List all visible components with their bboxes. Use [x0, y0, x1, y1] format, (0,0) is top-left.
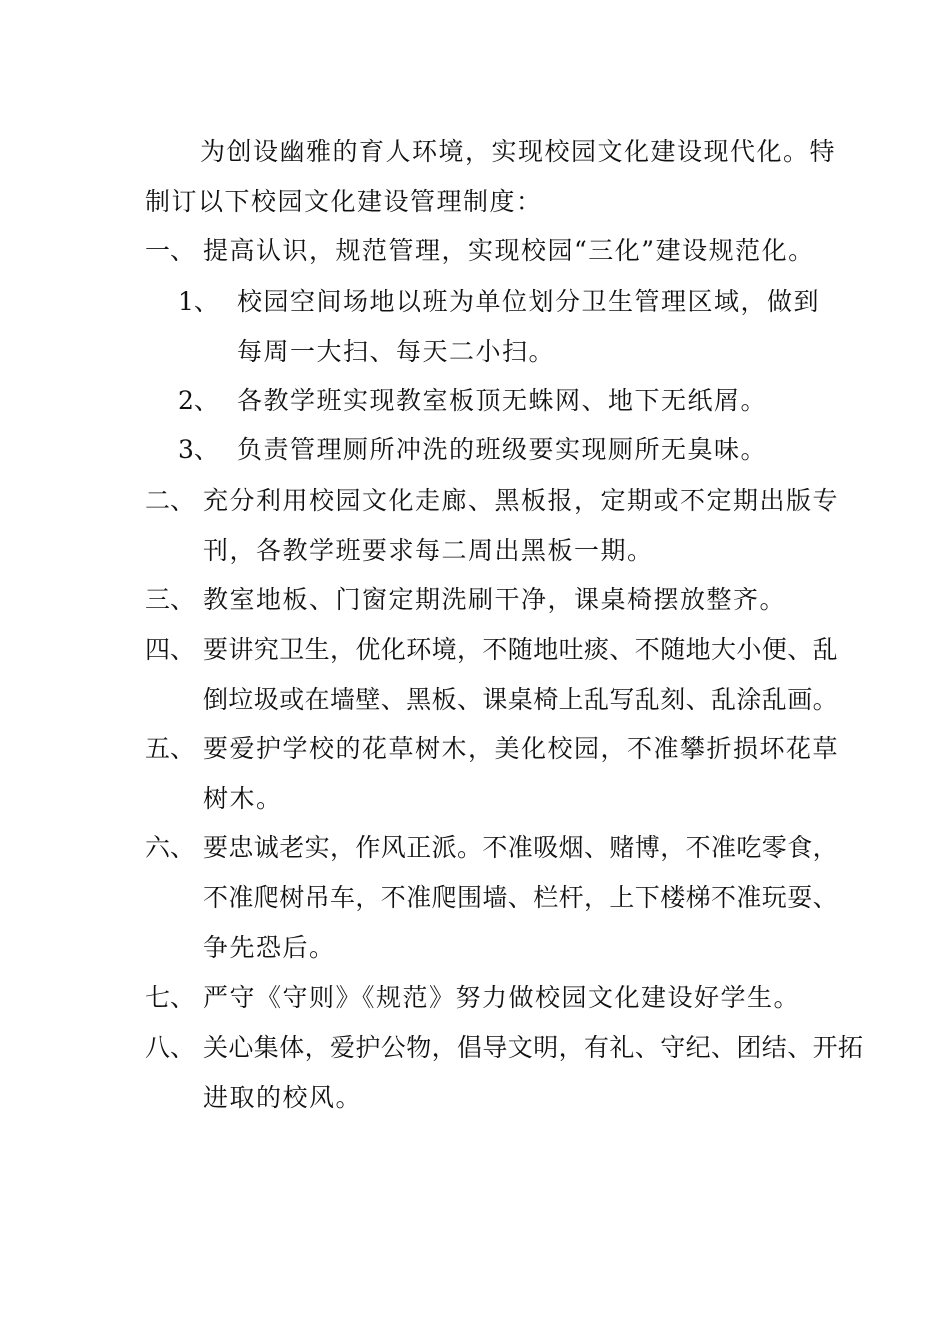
section-marker-3: 三、 — [145, 585, 196, 614]
intro-line-2: 制订以下校园文化建设管理制度： — [145, 187, 543, 216]
section-7-line-1: 严守《守则》《规范》努力做校园文化建设好学生。 — [203, 983, 801, 1012]
section-6-line-3: 争先恐后。 — [203, 933, 336, 962]
section-marker-4: 四、 — [145, 635, 196, 664]
item-1-line-1: 校园空间场地以班为单位划分卫生管理区域，做到 — [237, 287, 821, 316]
item-marker-3: 3、 — [178, 435, 219, 464]
section-5-line-2: 树木。 — [203, 784, 283, 813]
item-1-line-2: 每周一大扫、每天二小扫。 — [237, 337, 556, 366]
section-marker-8: 八、 — [145, 1033, 196, 1062]
section-8-line-1: 关心集体，爱护公物，倡导文明，有礼、守纪、团结、开拓 — [203, 1033, 864, 1062]
section-8-line-2: 进取的校风。 — [203, 1083, 363, 1112]
item-marker-1: 1、 — [178, 287, 219, 316]
section-marker-6: 六、 — [145, 833, 196, 862]
item-marker-2: 2、 — [178, 386, 219, 415]
section-marker-5: 五、 — [145, 734, 196, 763]
section-6-line-1: 要忠诚老实，作风正派。不准吸烟、赌博，不准吃零食， — [203, 833, 839, 862]
section-marker-2: 二、 — [145, 486, 196, 515]
section-4-line-1: 要讲究卫生，优化环境，不随地吐痰、不随地大小便、乱 — [203, 635, 839, 664]
section-6-line-2: 不准爬树吊车，不准爬围墙、栏杆，上下楼梯不准玩耍、 — [203, 883, 839, 912]
item-3-line-1: 负责管理厕所冲洗的班级要实现厕所无臭味。 — [237, 435, 768, 464]
section-5-line-1: 要爱护学校的花草树木，美化校园，不准攀折损坏花草 — [203, 734, 840, 763]
section-marker-7: 七、 — [145, 983, 196, 1012]
section-3-line-1: 教室地板、门窗定期洗刷干净，课桌椅摆放整齐。 — [203, 585, 787, 614]
item-2-line-1: 各教学班实现教室板顶无蛛网、地下无纸屑。 — [237, 386, 768, 415]
section-marker-1: 一、 — [145, 236, 196, 265]
section-4-line-2: 倒垃圾或在墙壁、黑板、课桌椅上乱写乱刻、乱涂乱画。 — [203, 685, 839, 714]
intro-line-1: 为创设幽雅的育人环境，实现校园文化建设现代化。特 — [200, 137, 837, 166]
section-2-line-1: 充分利用校园文化走廊、黑板报，定期或不定期出版专 — [203, 486, 840, 515]
section-1-line-1: 提高认识，规范管理，实现校园“三化”建设规范化。 — [203, 236, 815, 265]
section-2-line-2: 刊，各教学班要求每二周出黑板一期。 — [203, 536, 654, 565]
